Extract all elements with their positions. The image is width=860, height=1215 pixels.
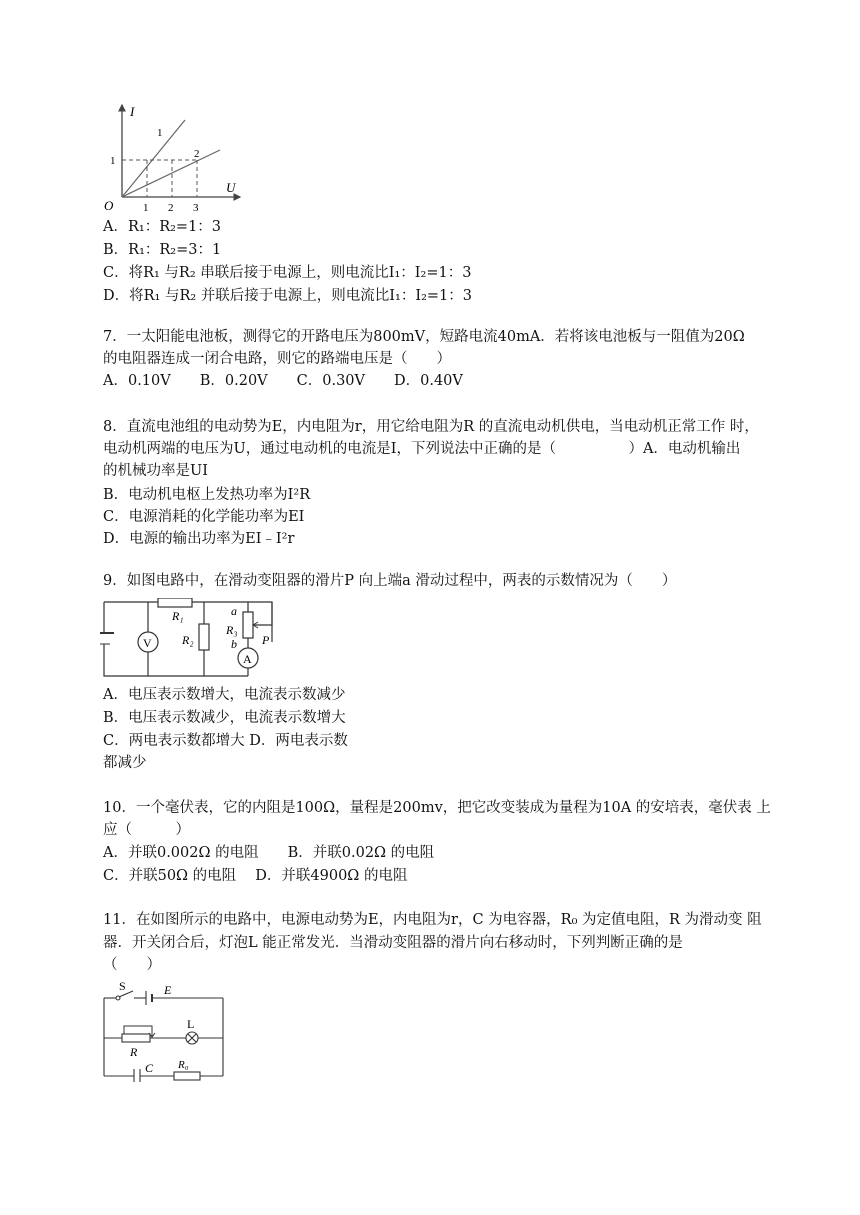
q6-option-d: D．将R₁ 与R₂ 并联后接于电源上，则电流比I₁：I₂=1：3 [103, 288, 472, 304]
q9-ammeter-label: A [243, 652, 252, 666]
line-1 [122, 120, 185, 197]
q10-options-cd: C．并联50Ω 的电阻 D．并联4900Ω 的电阻 [103, 868, 408, 884]
q10-stem-line2: 应（ ） [103, 822, 190, 838]
line-1-label: 1 [157, 127, 163, 139]
q9-option-d-cont: 都减少 [103, 755, 147, 771]
q11-e-label: E [164, 983, 172, 997]
q9-option-c-d: C．两电表示数都增大 D．两电表示数 [103, 733, 348, 749]
q11-stem-line3: （ ） [103, 957, 161, 973]
q6-option-b: B．R₁：R₂=3：1 [103, 242, 222, 258]
q9-voltmeter-label: V [143, 636, 152, 650]
q9-r2-label: R₂ [182, 633, 194, 647]
q9-option-b: B．电压表示数减少，电流表示数增大 [103, 710, 346, 726]
q9-option-a: A．电压表示数增大，电流表示数减少 [103, 687, 346, 703]
y-tick-1: 1 [110, 155, 116, 167]
q8-stem-line2: 电动机两端的电压为U，通过电动机的电流是I，下列说法中正确的是（ ）A．电动机输出 [103, 441, 741, 457]
q11-r-label: R [130, 1045, 138, 1059]
q8-option-d: D．电源的输出功率为EI﹣I²r [103, 531, 295, 547]
q11-c-label: C [145, 1061, 154, 1075]
q10-options-ab: A．并联0.002Ω 的电阻 B．并联0.02Ω 的电阻 [103, 845, 435, 861]
q11-r0-label: R₀ [178, 1059, 189, 1071]
q11-circuit [98, 980, 233, 1082]
q8-stem-line3: 的机械功率是UI [103, 463, 208, 479]
q6-option-a: A．R₁：R₂=1：3 [103, 219, 222, 235]
q9-stem: 9．如图电路中，在滑动变阻器的滑片P 向上端a 滑动过程中，两表的示数情况为（ ） [103, 573, 677, 589]
x-tick-3: 3 [193, 202, 199, 214]
line-2-label: 2 [194, 148, 200, 160]
q8-option-c: C．电源消耗的化学能功率为EI [103, 509, 305, 525]
axis-i-label: I [130, 104, 135, 119]
q10-stem-line1: 10．一个毫伏表，它的内阻是100Ω，量程是200mv，把它改变装成为量程为10A 的安培表，毫伏表 上 [103, 800, 771, 816]
q6-option-c: C．将R₁ 与R₂ 串联后接于电源上，则电流比I₁：I₂=1：3 [103, 265, 472, 281]
q9-p-label: P [262, 633, 270, 647]
q9-b-label: b [231, 637, 237, 651]
q8-stem-line1: 8．直流电池组的电动势为E，内电阻为r，用它给电阻为R 的直流电动机供电，当电动机正常工作 时， [103, 419, 759, 435]
q7-options: A．0.10V B．0.20V C．0.30V D．0.40V [103, 373, 463, 389]
line-2 [122, 150, 220, 197]
q9-r1-label: R₁ [172, 609, 184, 623]
iu-graph [100, 100, 250, 215]
q9-r3-label: R₃ [226, 623, 238, 637]
q8-option-b: B．电动机电枢上发热功率为I²R [103, 487, 311, 503]
q11-l-label: L [187, 1017, 195, 1031]
q7-stem-line1: 7．一太阳能电池板，测得它的开路电压为800mV，短路电流40mA．若将该电池板与一阻值为20Ω [103, 329, 745, 345]
x-tick-2: 2 [168, 202, 174, 214]
x-tick-1: 1 [143, 202, 149, 214]
q9-a-label: a [231, 604, 237, 618]
q9-circuit [100, 598, 280, 680]
axis-u-label: U [226, 180, 236, 195]
q11-stem-line2: 器．开关闭合后，灯泡L 能正常发光．当滑动变阻器的滑片向右移动时，下列判断正确的是 [103, 935, 683, 951]
origin-label: O [104, 198, 114, 213]
q11-stem-line1: 11．在如图所示的电路中，电源电动势为E，内电阻为r，C 为电容器，R₀ 为定值电阻，R 为滑动变 阻 [103, 912, 762, 928]
q11-s-label: S [119, 980, 126, 993]
q7-stem-line2: 的电阻器连成一闭合电路，则它的路端电压是（ ） [103, 351, 451, 367]
